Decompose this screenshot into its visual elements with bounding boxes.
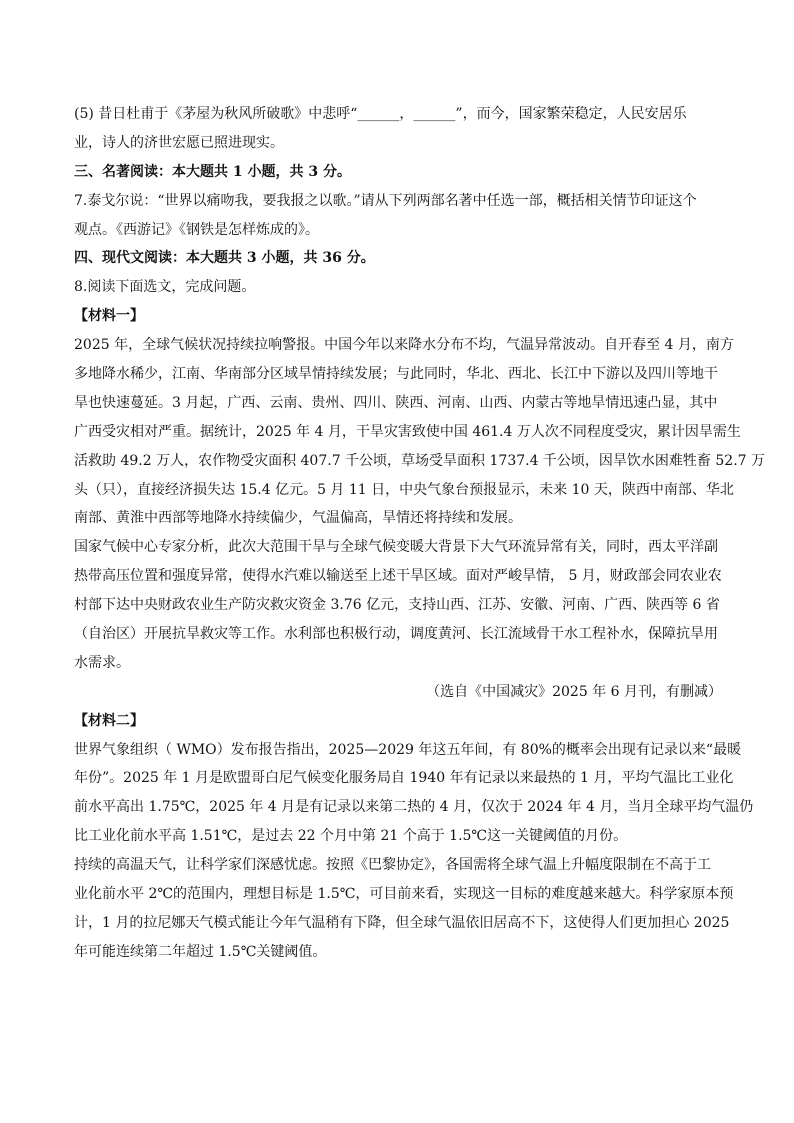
- text-line: （选自《中国减灾》2025 年 6 月刊，有删减）: [426, 683, 722, 700]
- text-line: (5) 昔日杜甫于《茅屋为秋风所破歌》中悲呼“______，______”，而今，国家繁荣稳定，人民安居乐: [74, 106, 687, 122]
- section-heading: 【材料二】: [74, 712, 144, 729]
- section-heading: 四、现代文阅读：本大题共 3 小题，共 36 分。: [74, 250, 375, 267]
- text-line: 计，1 月的拉尼娜天气模式能让今年气温稍有下降，但全球气温依旧居高不下，这使得人们更加担心 2025: [74, 914, 730, 931]
- text-line: 国家气候中心专家分析，此次大范围干旱与全球气候变暖大背景下大气环流异常有关，同时，西太平洋副: [74, 539, 718, 556]
- text-line: 水需求。: [74, 654, 130, 671]
- text-line: 南部、黄淮中西部等地降水持续偏少，气温偏高，旱情还将持续和发展。: [74, 510, 522, 527]
- text-line: 8.阅读下面选文，完成问题。: [74, 279, 256, 296]
- section-heading: 【材料一】: [74, 308, 144, 325]
- text-line: 年份”。2025 年 1 月是欧盟哥白尼气候变化服务局自 1940 年有记录以来最热的 1 月，平均气温比工业化: [74, 770, 734, 787]
- text-line: 广西受灾相对严重。据统计，2025 年 4 月，干旱灾害致使中国 461.4 万人次不同程度受灾，累计因旱需生: [74, 423, 741, 440]
- text-line: 观点。《西游记》《钢铁是怎样炼成的》。: [74, 221, 319, 238]
- text-line: 2025 年，全球气候状况持续拉响警报。中国今年以来降水分布不均，气温异常波动。自开春至 4 月，南方: [74, 337, 734, 354]
- text-line: 比工业化前水平高 1.51℃，是过去 22 个月中第 21 个高于 1.5℃这一关键阈值的月份。: [74, 828, 628, 845]
- text-line: 旱也快速蔓延。3 月起，广西、云南、贵州、四川、陕西、河南、山西、内蒙古等地旱情迅速凸显，其中: [74, 394, 718, 411]
- text-line: 头（只），直接经济损失达 15.4 亿元。5 月 11 日，中央气象台预报显示，未来 10 天，陕西中南部、华北: [74, 481, 734, 498]
- document-body: [74, 100, 766, 967]
- text-line: 业化前水平 2℃的范围内，理想目标是 1.5℃，可目前来看，实现这一目标的难度越来越大。科学家原本预: [74, 886, 734, 903]
- text-line: （自治区）开展抗旱救灾等工作。水利部也积极行动，调度黄河、长江流域骨干水工程补水，保障抗旱用: [74, 626, 718, 643]
- text-line: 村部下达中央财政农业生产防灾救灾资金 3.76 亿元，支持山西、江苏、安徽、河南、广西、陕西等 6 省: [74, 597, 720, 614]
- text-line: 7.泰戈尔说：“世界以痛吻我，要我报之以歌。”请从下列两部名著中任选一部，概括相关情节印证这个: [74, 192, 697, 209]
- text-line: 前水平高出 1.75℃，2025 年 4 月是有记录以来第二热的 4 月，仅次于 2024 年 4 月，当月全球平均气温仍: [74, 799, 754, 816]
- text-line: 业，诗人的济世宏愿已照进现实。: [74, 134, 284, 151]
- text-line: 世界气象组织（ WMO）发布报告指出，2025—2029 年这五年间，有 80%的概率会出现有记录以来“最暖: [74, 741, 742, 758]
- text-line: 多地降水稀少，江南、华南部分区域旱情持续发展；与此同时，华北、西北、长江中下游以及四川等地干: [74, 366, 718, 383]
- text-line: 持续的高温天气，让科学家们深感忧虑。按照《巴黎协定》，各国需将全球气温上升幅度限制在不高于工: [74, 857, 711, 874]
- text-line: 年可能连续第二年超过 1.5℃关键阈值。: [74, 943, 327, 960]
- text-line: 热带高压位置和强度异常，使得水汽难以输送至上述干旱区域。面对严峻旱情， 5 月，财政部会同农业农: [74, 568, 722, 585]
- text-line: 活救助 49.2 万人，农作物受灾面积 407.7 千公顷，草场受旱面积 1737.4 千公顷，因旱饮水困难牲畜 52.7 万: [74, 452, 766, 469]
- section-heading: 三、名著阅读：本大题共 1 小题，共 3 分。: [74, 163, 351, 180]
